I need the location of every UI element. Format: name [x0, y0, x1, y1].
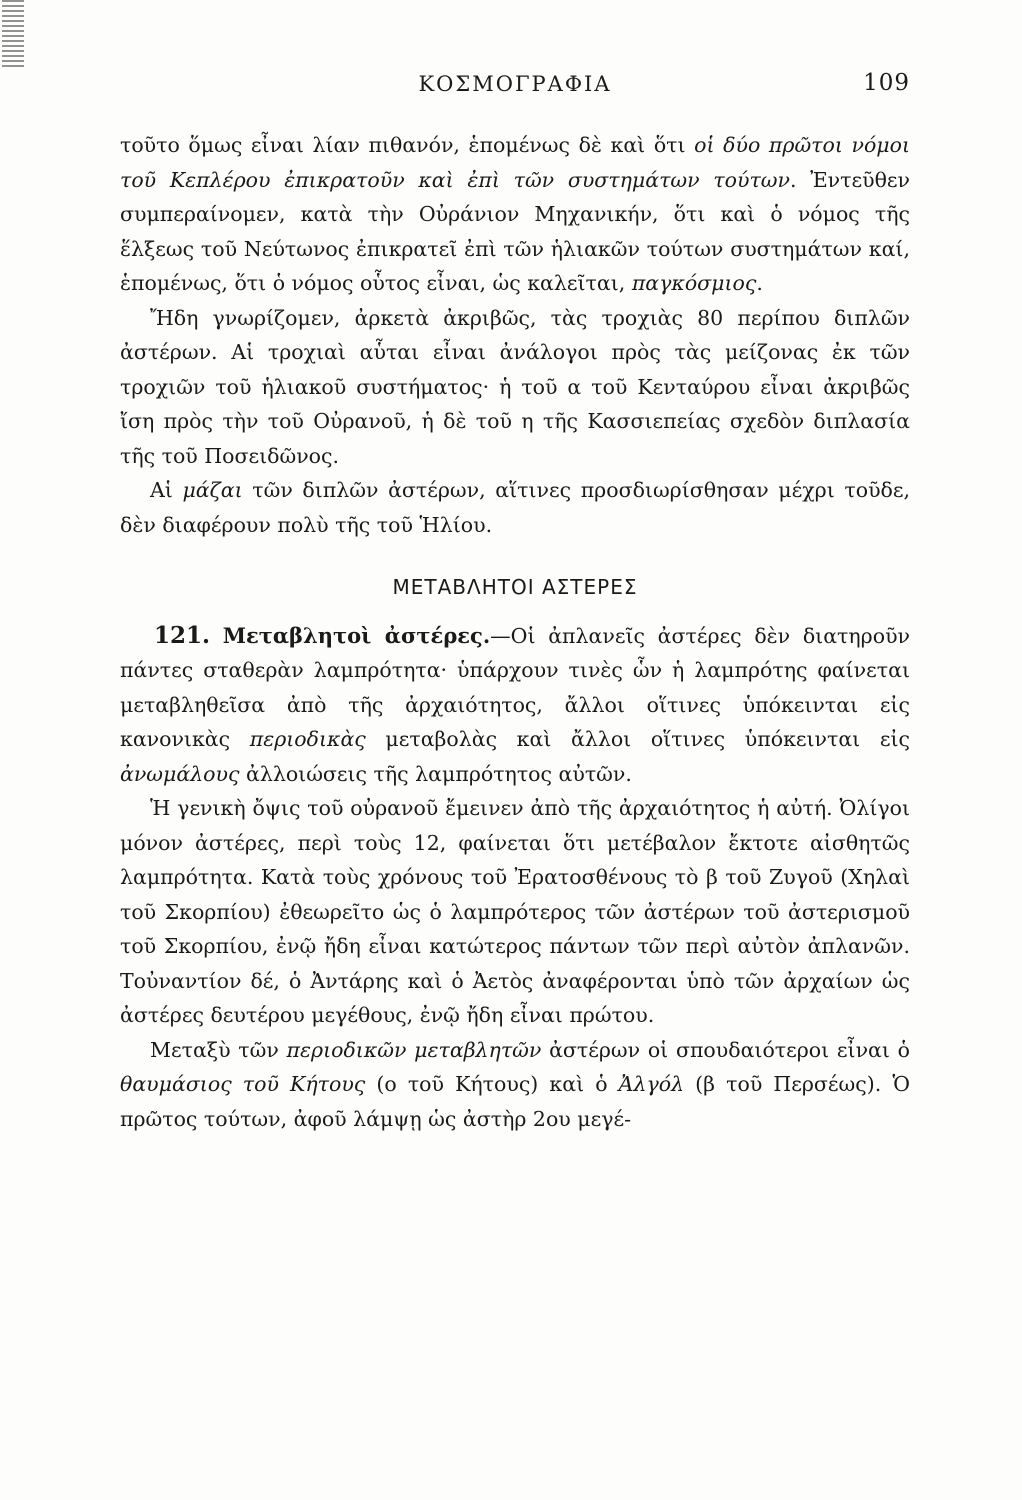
text-run: ἀστέρων οἱ σπουδαιότεροι εἶναι ὁ	[541, 1037, 910, 1062]
text-run: Μεταξὺ τῶν	[150, 1037, 287, 1062]
italic-run: ἀνωμάλους	[120, 761, 240, 786]
text-run: (β τοῦ Περσέως). Ὁ πρῶτος τούτων, ἀφοῦ λάμψῃ ὡς ἀστὴρ 2ου μεγέ-	[120, 1072, 910, 1131]
binding-edge-shadow	[2, 0, 24, 70]
paragraph-masses	[120, 473, 910, 542]
paragraph-variable-stars	[120, 619, 910, 792]
text-run: ἀλλοιώσεις τῆς λαμπρότητος αὐτῶν.	[239, 761, 632, 786]
running-title: ΚΟΣΜΟΓΡΑΦΙΑ	[418, 72, 612, 96]
text-run: μεταβολὰς καὶ ἄλλοι οἵτινες ὑπόκεινται εἰς	[365, 727, 910, 751]
italic-run: περιοδικῶν μεταβλητῶν	[286, 1037, 542, 1062]
paragraph-orbits: Ἤδη γνωρίζομεν, ἀρκετὰ ἀκριβῶς, τὰς τροχιὰς 80 περίπου διπλῶν ἀστέρων. Αἱ τροχιαὶ αὗται εἶναι ἀνάλογοι πρὸς τὰς μείζονας ἐκ τῶν τροχιῶν τοῦ ἡλιακοῦ συστήματος· ἡ τοῦ α τοῦ Κενταύρου εἶναι ἀκριβῶς ἴση πρὸς τὴν τοῦ Οὐρανοῦ, ἡ δὲ τοῦ η τῆς Κασσιεπείας σχεδὸν διπλασία τῆς τοῦ Ποσειδῶνος.	[120, 305, 910, 468]
page-number: 109	[863, 70, 910, 96]
page-header	[120, 70, 910, 106]
italic-run: περιοδικὰς	[249, 727, 366, 751]
text-run: Αἱ	[150, 478, 183, 502]
page-body	[120, 128, 910, 1136]
text-run: τῶν διπλῶν ἀστέρων, αἵτινες προσδιωρίσθησαν μέχρι τοῦδε, δὲν διαφέρουν πολὺ τῆς τοῦ Ἡλίου.	[120, 478, 911, 537]
text-run: . Ἐντεῦθεν συμπεραίνομεν, κατὰ τὴν Οὐράνιον Μηχανικήν, ὅτι καὶ ὁ νόμος τῆς ἕλξεως τοῦ Νεύτωνος ἐπικρατεῖ ἐπὶ τῶν ἡλιακῶν τούτων συστημάτων καί, ἑπομένως, ὅτι ὁ νόμος οὗτος εἶναι, ὡς καλεῖται,	[120, 167, 910, 295]
text-run: —Οἱ ἀπλανεῖς ἀστέρες δὲν διατηροῦν πάντες σταθερὰν λαμπρότητα· ὑπάρχουν τινὲς ὧν ἡ λαμπρότης φαίνεται μεταβληθεῖσα ἀπὸ τῆς ἀρχαιότητος, ἄλλοι οἵτινες ὑπόκεινται εἰς κανονικὰς	[120, 623, 910, 751]
italic-run: μάζαι	[182, 478, 243, 502]
paragraph-title: Μεταβλητοὶ ἀστέρες.	[222, 622, 491, 648]
paragraph-kepler-laws	[120, 128, 910, 301]
text-run: .	[756, 271, 763, 295]
paragraph-periodic-variables	[120, 1033, 910, 1137]
text-run: τοῦτο ὅμως εἶναι λίαν πιθανόν, ἑπομένως δὲ καὶ ὅτι	[120, 133, 695, 157]
text-run: (ο τοῦ Κήτους) καὶ ὁ	[365, 1072, 619, 1096]
section-heading: ΜΕΤΑΒΛΗΤΟΙ ΑΣΤΕΡΕΣ	[392, 575, 638, 599]
paragraph-general-aspect: Ἡ γενικὴ ὄψις τοῦ οὐρανοῦ ἔμεινεν ἀπὸ τῆς ἀρχαιότητος ἡ αὐτή. Ὀλίγοι μόνον ἀστέρες, περὶ τοὺς 12, φαίνεται ὅτι μετέβαλον ἔκτοτε αἰσθητῶς λαμπρότητα. Κατὰ τοὺς χρόνους τοῦ Ἐρατοσθένους τὸ β τοῦ Ζυγοῦ (Χηλαὶ τοῦ Σκορπίου) ἐθεωρεῖτο ὡς ὁ λαμπρότερος τῶν ἀστέρων τοῦ ἀστερισμοῦ τοῦ Σκορπίου, ἐνῷ ἤδη εἶναι κατώτερος πάντων τῶν περὶ αὐτὸν ἀπλανῶν. Τοὐναντίον δέ, ὁ Ἀντάρης καὶ ὁ Ἀετὸς ἀναφέρονται ὑπὸ τῶν ἀρχαίων ὡς ἀστέρες δευτέρου μεγέθους, ἐνῷ ἤδη εἶναι πρώτου.	[120, 796, 910, 1027]
italic-run: θαυμάσιος τοῦ Κήτους	[120, 1072, 366, 1096]
italic-run: οἱ δύο πρῶτοι νόμοι τοῦ Κεπλέρου ἐπικρατοῦν καὶ ἐπὶ τῶν συστημάτων τούτων	[120, 133, 910, 192]
italic-run: Ἀλγόλ	[618, 1072, 685, 1096]
italic-run: παγκόσμιος	[631, 271, 757, 295]
paragraph-number: 121.	[154, 621, 211, 649]
